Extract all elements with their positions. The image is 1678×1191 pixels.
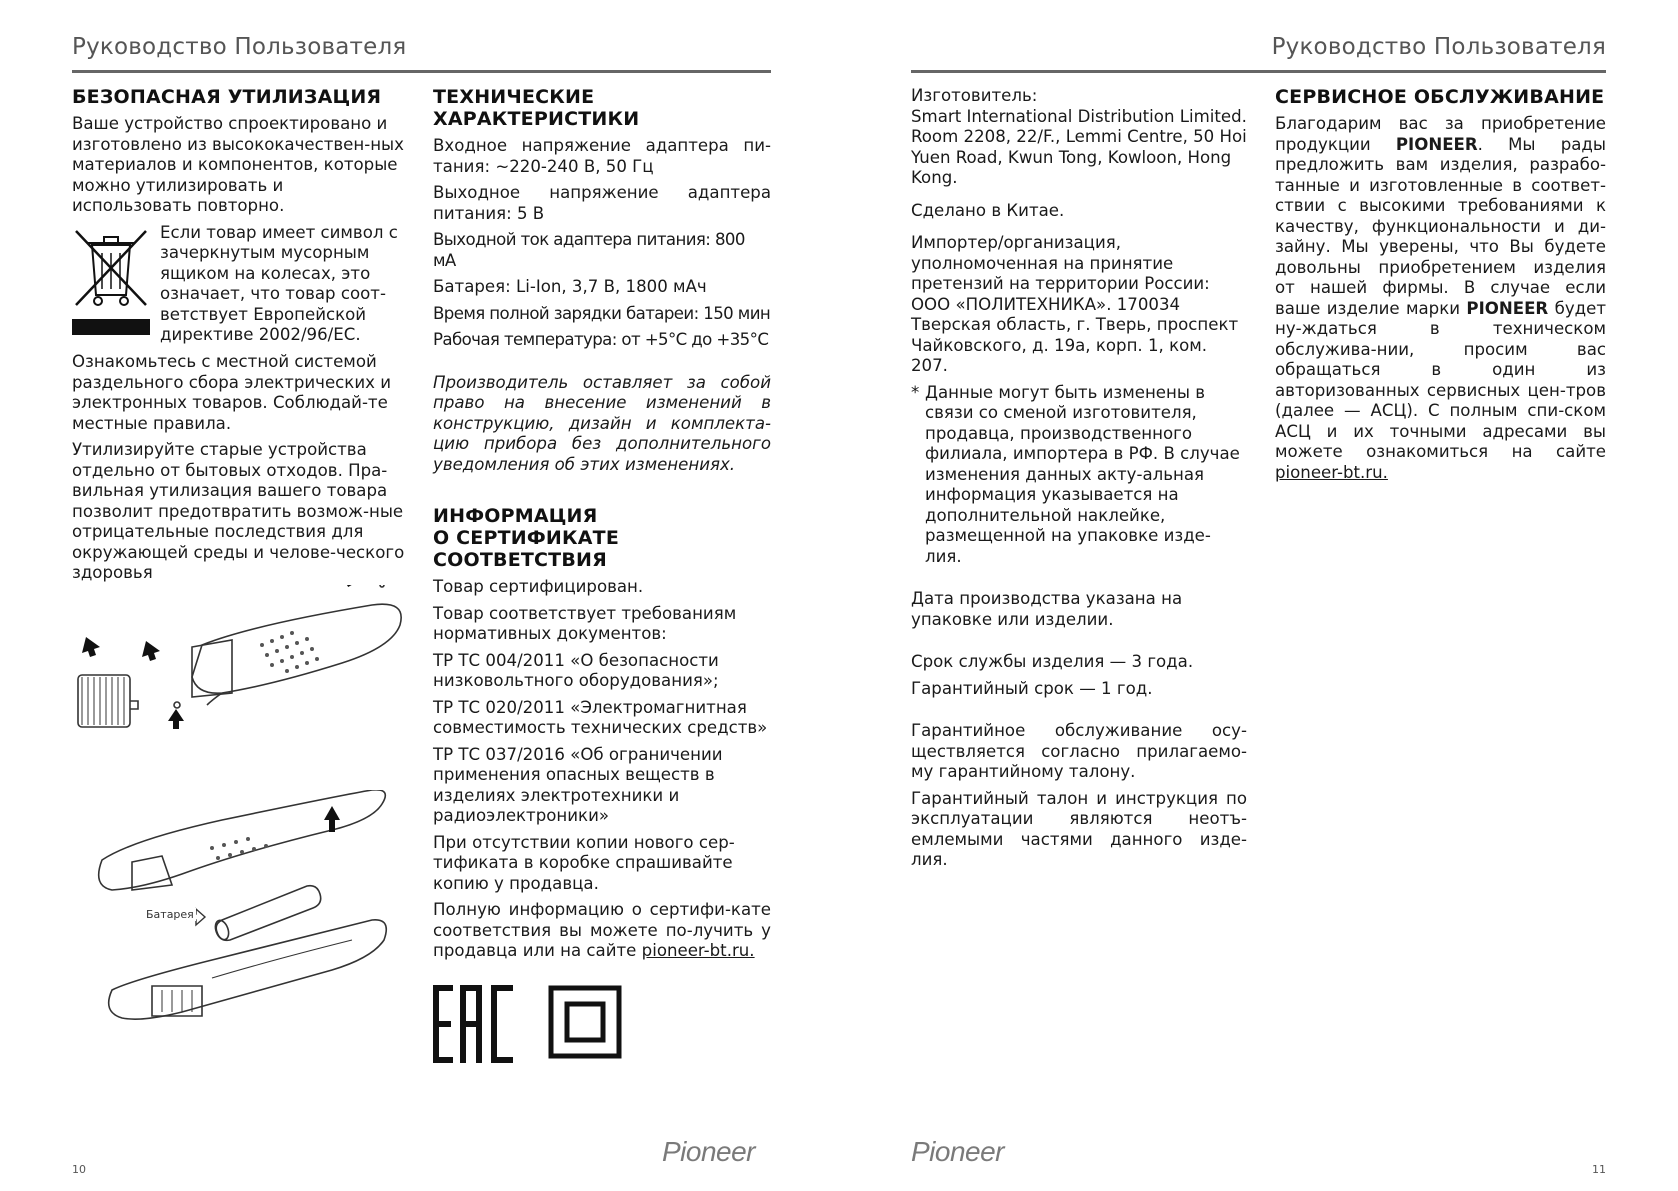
service-column [1275,86,1606,489]
local-rules-text: Ознакомьтесь с местной системой раздельного сбора электрических и электронных товаров. Соблюдай-те местные правила. [72,352,391,433]
certified-text: Товар сертифицирован. [433,577,644,596]
service-site-link[interactable]: pioneer-bt.ru. [1275,462,1388,482]
separate-disposal-text: Утилизируйте старые устройства отдельно от бытовых отходов. Пра-вильная утилизация вашего товара позволит предотвратить возмож-ные отрицательные последствия для окружающей среды и челове-ческого здоровья [72,440,405,582]
importer-text: Импортер/организация, уполномоченная на принятие претензий на территории России: ООО «ПОЛИТЕХНИКА». 170034 Тверская область, г. Тверь, проспект Чайковского, д. 19а, корп. 1, ком. 207. [911,233,1239,375]
page-number-left: 10 [72,1163,86,1176]
warranty-period-text: Гарантийный срок — 1 год. [911,678,1153,698]
spec-item: Рабочая температура: от +5°C до +35°C [433,330,769,349]
footnote-text: Данные могут быть изменены в связи со сменой изготовителя, продавца, производственного филиала, импортера в РФ. В случае изменения данных акту-альная информация указывается на дополнительной наклейке, размещенной на упаковке изде-лия. [925,382,1240,566]
spec-item: Время полной зарядки батареи: 150 мин [433,303,771,323]
data-change-footnote [911,383,1247,568]
brand-name: PIONEER [1466,298,1549,318]
no-copy-text: При отсутствии копии нового сер-тификата в коробке спрашивайте копию у продавца. [433,832,735,893]
service-text: Благодарим вас за приобретение продукции PIONEER. Мы рады предложить вам изделия, разрабо-танные и изготовленные в соответ-ствии с высокими требованиями к качеству, функциональности и ди-зайну. Мы уверены, что Вы будете довольны приобретением изделия от нашей фирмы. В случае если ваше изделие марки PIONEER будет ну-ждаться в техническом обслужива-нии, просим вас обращаться в один из авторизованных сервисных цен-тров (далее — АСЦ). С полным спи-ском АСЦ и их точными адресами вы можете ознакомиться на сайте pioneer-bt.ru. [1275,114,1606,482]
weee-block [72,223,408,347]
certificate-heading-line1: ИНФОРМАЦИЯ [433,505,598,527]
disposal-column [72,86,408,590]
manufacturer-label: Изготовитель: [911,86,1038,105]
complies-text: Товар соответствует требованиям нормативных документов: [433,603,737,643]
specs-heading-line2: ХАРАКТЕРИСТИКИ [433,108,640,130]
standard-item: ТР ТС 020/2011 «Электромагнитная совместимость технических средств» [433,697,768,737]
specs-heading [433,86,771,130]
made-in-text: Сделано в Китае. [911,200,1065,220]
right-page [839,0,1678,1191]
trimmer-head-illustration [72,585,412,765]
brand-logo-right: Pioneer [911,1136,1005,1167]
spec-item: Выходное напряжение адаптера питания: 5 В [433,183,771,223]
footnote-star: * [911,382,920,402]
page-number-right: 11 [1592,1163,1606,1176]
standard-item: ТР ТС 004/2011 «О безопасности низковольтного оборудования»; [433,650,719,690]
standard-item: ТР ТС 037/2016 «Об ограничении применения опасных веществ в изделиях электротехники и радиоэлектроники» [433,744,723,825]
spec-item: Входное напряжение адаптера пи-тания: ~220-240 В, 50 Гц [433,136,771,176]
double-insulation-icon [548,985,622,1059]
spec-item: Выходной ток адаптера питания: 800 мА [433,230,745,270]
specs-column [433,86,771,968]
certificate-site-link[interactable]: pioneer-bt.ru. [641,941,755,960]
manufacturer-column [911,86,1247,877]
specs-disclaimer: Производитель оставляет за собой право на внесение изменений в конструкцию, дизайн и комплекта-цию прибора без дополнительного уведомления об этих изменениях. [433,372,771,474]
eac-mark-icon [433,985,513,1063]
specs-heading-line1: ТЕХНИЧЕСКИЕ [433,86,595,108]
running-head-right: Руководство Пользователя [1271,34,1606,60]
manufacturer-address: Smart International Distribution Limited. Room 2208, 22/F., Lemmi Centre, 50 Hoi Yuen Road, Kwun Tong, Kowloon, Hong Kong. [911,106,1247,187]
service-life-text: Срок службы изделия — 3 года. [911,652,1194,671]
disposal-intro: Ваше устройство спроектировано и изготовлено из высококачествен-ных материалов и компонентов, которые можно утилизировать и использовать повторно. [72,114,404,215]
full-info-text: Полную информацию о сертифи-кате соответствия вы можете по-лучить у продавца или на сайте pioneer-bt.ru. [433,900,771,960]
battery-illustration [72,790,412,1040]
battery-label: Батарея [146,908,194,921]
certificate-heading-line3: СООТВЕТСТВИЯ [433,549,607,571]
production-date-text: Дата производства указана на упаковке или изделии. [911,589,1183,629]
header-rule-right [911,70,1606,73]
warranty-card-text: Гарантийный талон и инструкция по эксплуатации являются неотъ-емлемыми частями данного изде-лия. [911,788,1247,869]
brand-logo-left: Pioneer [662,1136,756,1167]
crossed-bin-icon [72,223,150,347]
running-head-left: Руководство Пользователя [72,34,407,60]
header-rule-left [72,70,771,73]
brand-name: PIONEER [1395,134,1478,154]
spec-item: Батарея: Li-Ion, 3,7 В, 1800 мАч [433,277,707,296]
warranty-service-text: Гарантийное обслуживание осу-ществляется согласно прилагаемо-му гарантийному талону. [911,721,1247,781]
weee-text: Если товар имеет символ с зачеркнутым мусорным ящиком на колесах, это означает, что товар соот-ветствует Европейской директиве 2002/96/EC. [160,222,398,344]
certificate-heading [433,505,771,571]
certificate-heading-line2: О СЕРТИФИКАТЕ [433,527,619,549]
disposal-heading: БЕЗОПАСНАЯ УТИЛИЗАЦИЯ [72,86,382,108]
service-heading: СЕРВИСНОЕ ОБСЛУЖИВАНИЕ [1275,86,1605,108]
